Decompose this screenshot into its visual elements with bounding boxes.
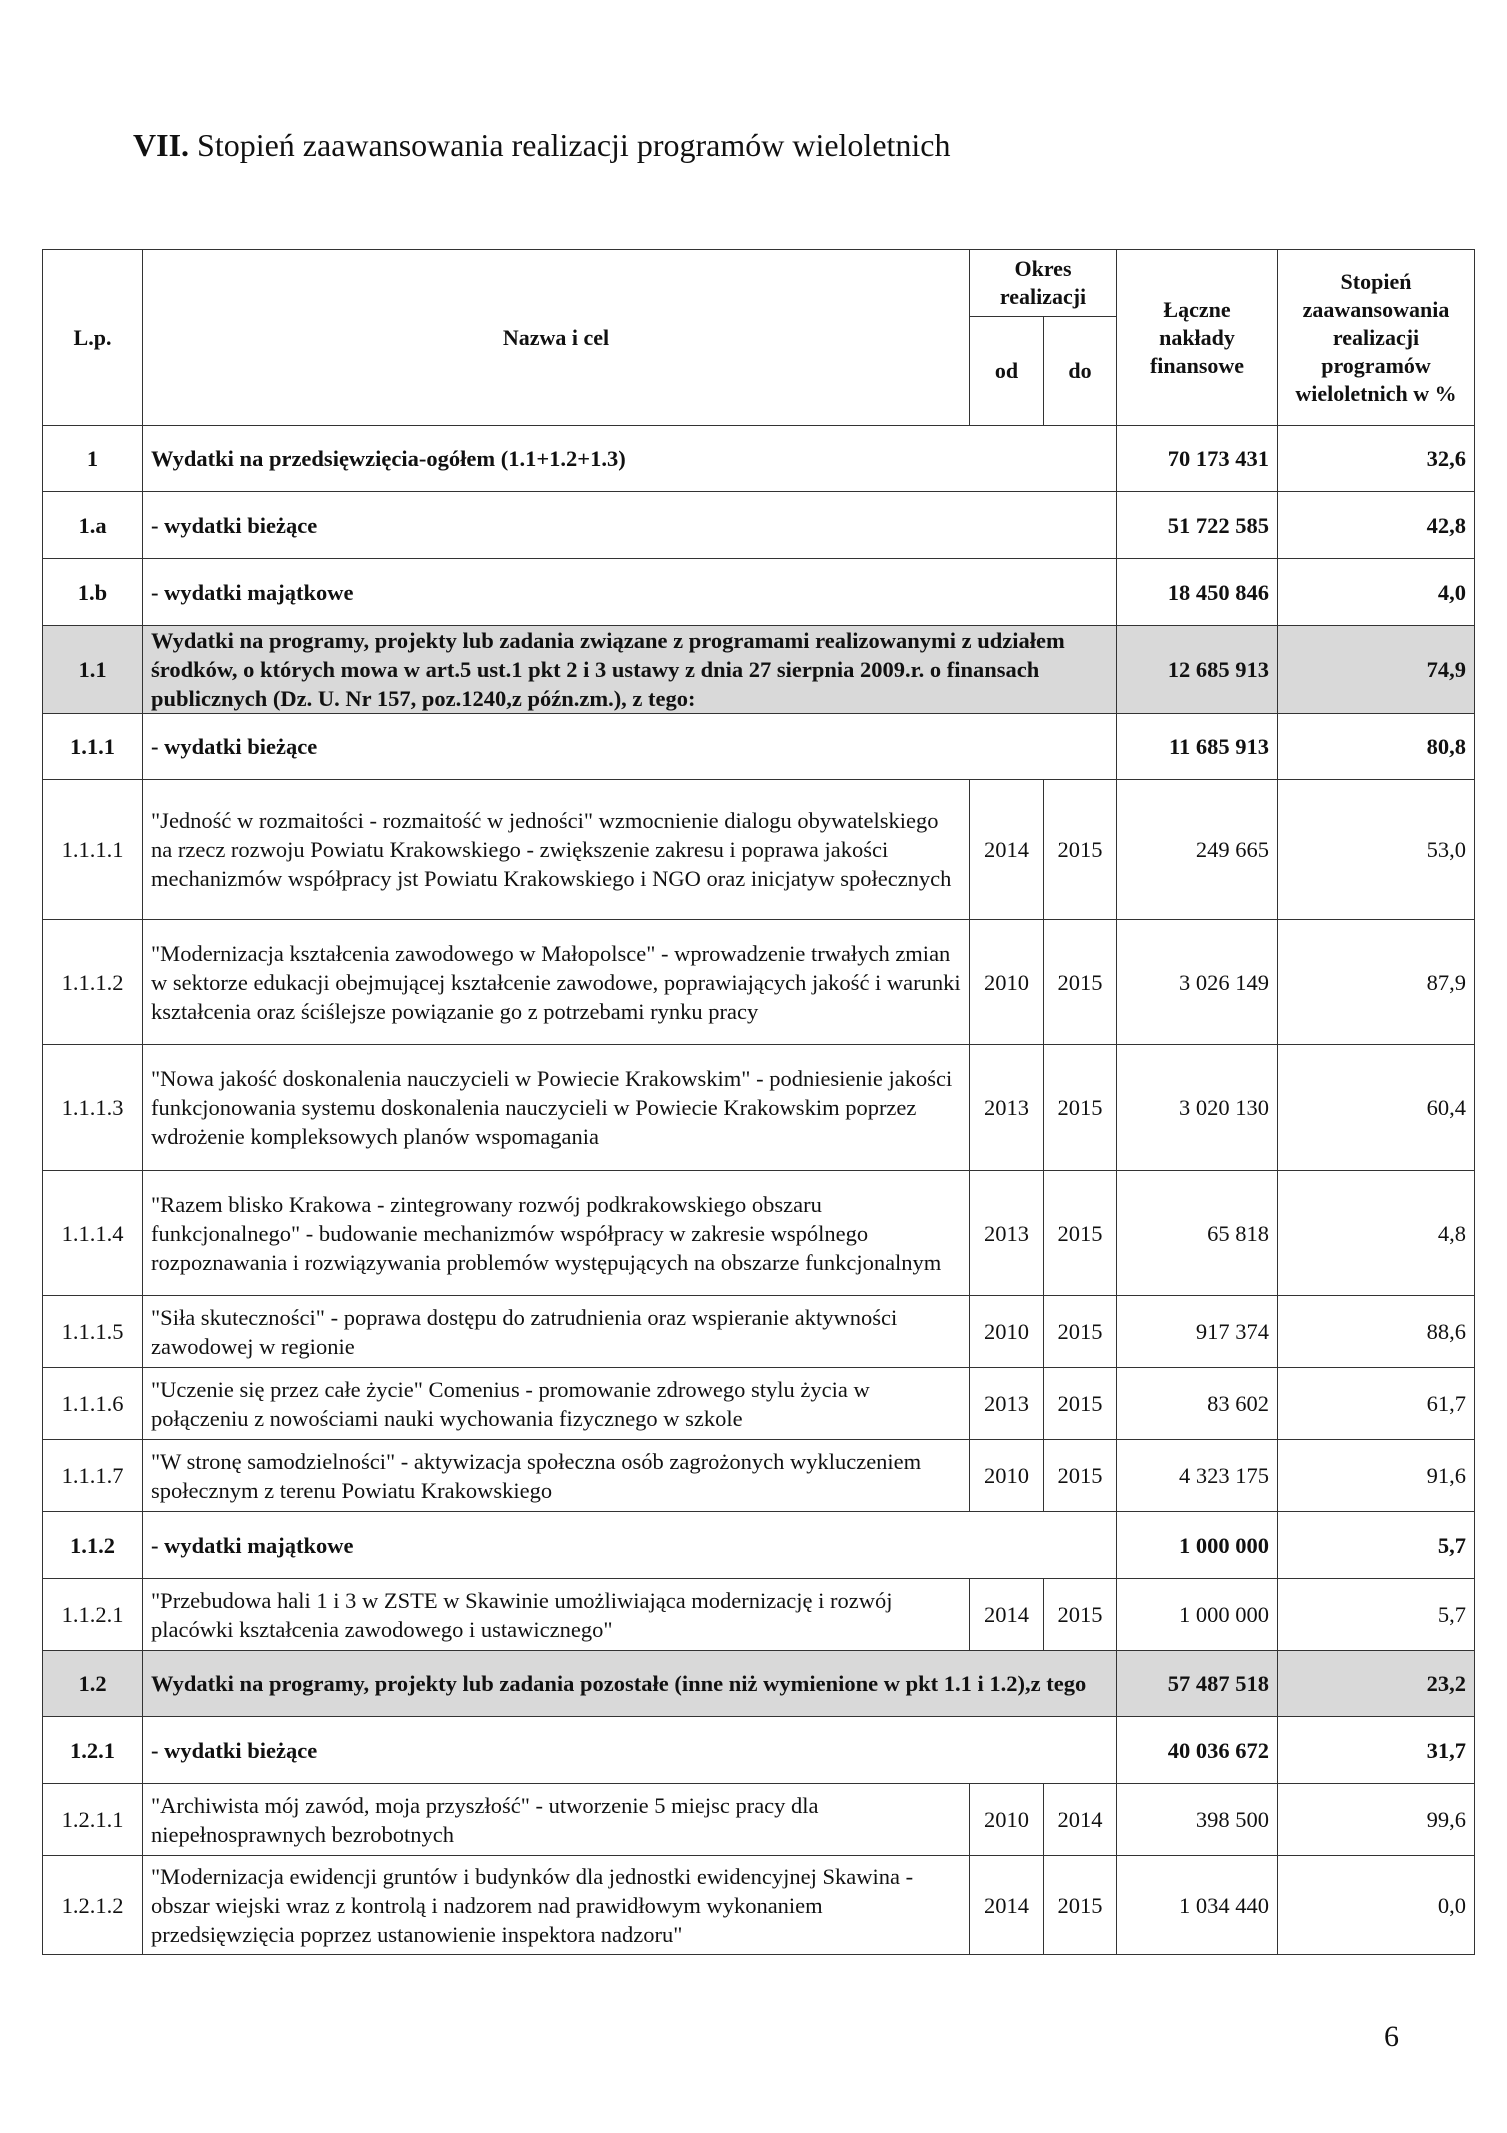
row-from: 2014 <box>970 780 1044 920</box>
table-row <box>43 1512 1475 1579</box>
row-progress: 87,9 <box>1278 920 1475 1045</box>
row-to: 2015 <box>1044 1171 1117 1296</box>
row-lp: 1.1.2 <box>43 1512 143 1579</box>
row-lp: 1.1.1.5 <box>43 1296 143 1368</box>
row-lp: 1.b <box>43 559 143 626</box>
header-period: Okres realizacji <box>970 250 1117 317</box>
row-name: "Razem blisko Krakowa - zintegrowany rozwój podkrakowskiego obszaru funkcjonalnego" - budowanie mechanizmów współpracy w zakresie wspólnego rozpoznawania i rozwiązywania problemów występujących na obszarze funkcjonalnym <box>143 1171 970 1296</box>
table-row <box>43 1171 1475 1296</box>
table-row <box>43 1651 1475 1717</box>
row-total: 70 173 431 <box>1117 426 1278 492</box>
row-progress: 60,4 <box>1278 1045 1475 1171</box>
row-from: 2013 <box>970 1171 1044 1296</box>
row-name: "Modernizacja ewidencji gruntów i budynków dla jednostki ewidencyjnej Skawina - obszar wiejski wraz z kontrolą i nadzorem nad prawidłowym wykonaniem przedsięwzięcia poprzez ustanowienie inspektora nadzoru" <box>143 1856 970 1955</box>
row-progress: 31,7 <box>1278 1717 1475 1784</box>
table-row <box>43 1296 1475 1368</box>
table-row <box>43 1717 1475 1784</box>
row-total: 11 685 913 <box>1117 714 1278 780</box>
row-lp: 1.2.1.1 <box>43 1784 143 1856</box>
table-row <box>43 1579 1475 1651</box>
row-name: - wydatki majątkowe <box>143 559 1117 626</box>
row-total: 1 034 440 <box>1117 1856 1278 1955</box>
row-to: 2015 <box>1044 920 1117 1045</box>
row-progress: 32,6 <box>1278 426 1475 492</box>
row-progress: 4,8 <box>1278 1171 1475 1296</box>
header-total: Łączne nakłady finansowe <box>1117 250 1278 426</box>
row-total: 398 500 <box>1117 1784 1278 1856</box>
row-lp: 1.1.1.4 <box>43 1171 143 1296</box>
row-total: 4 323 175 <box>1117 1440 1278 1512</box>
row-progress: 53,0 <box>1278 780 1475 920</box>
table-row <box>43 1045 1475 1171</box>
row-lp: 1 <box>43 426 143 492</box>
row-name: - wydatki bieżące <box>143 714 1117 780</box>
row-progress: 5,7 <box>1278 1579 1475 1651</box>
row-name: "Przebudowa hali 1 i 3 w ZSTE w Skawinie umożliwiająca modernizację i rozwój placówki kształcenia zawodowego i ustawicznego" <box>143 1579 970 1651</box>
row-name: "Nowa jakość doskonalenia nauczycieli w Powiecie Krakowskim" - podniesienie jakości funkcjonowania systemu doskonalenia nauczycieli w Powiecie Krakowskim poprzez wdrożenie kompleksowych planów wspomagania <box>143 1045 970 1171</box>
row-name: Wydatki na przedsięwzięcia-ogółem (1.1+1.2+1.3) <box>143 426 1117 492</box>
row-lp: 1.1.1.2 <box>43 920 143 1045</box>
row-lp: 1.2.1 <box>43 1717 143 1784</box>
row-lp: 1.1.1.6 <box>43 1368 143 1440</box>
row-total: 65 818 <box>1117 1171 1278 1296</box>
row-from: 2013 <box>970 1045 1044 1171</box>
row-total: 3 026 149 <box>1117 920 1278 1045</box>
row-lp: 1.1.2.1 <box>43 1579 143 1651</box>
table-row <box>43 492 1475 559</box>
row-name: "Archiwista mój zawód, moja przyszłość" - utworzenie 5 miejsc pracy dla niepełnosprawnych bezrobotnych <box>143 1784 970 1856</box>
row-progress: 61,7 <box>1278 1368 1475 1440</box>
table-row <box>43 1368 1475 1440</box>
row-to: 2015 <box>1044 1296 1117 1368</box>
row-progress: 80,8 <box>1278 714 1475 780</box>
row-name: "Uczenie się przez całe życie" Comenius - promowanie zdrowego stylu życia w połączeniu z nowościami nauki wychowania fizycznego w szkole <box>143 1368 970 1440</box>
row-total: 1 000 000 <box>1117 1512 1278 1579</box>
programs-table <box>42 249 1475 1955</box>
row-lp: 1.a <box>43 492 143 559</box>
row-lp: 1.1.1.7 <box>43 1440 143 1512</box>
row-total: 917 374 <box>1117 1296 1278 1368</box>
page-number: 6 <box>1384 2020 1399 2053</box>
row-total: 51 722 585 <box>1117 492 1278 559</box>
row-total: 57 487 518 <box>1117 1651 1278 1717</box>
header-progress: Stopień zaawansowania realizacji programów wieloletnich w % <box>1278 250 1475 426</box>
row-lp: 1.1 <box>43 626 143 714</box>
row-from: 2010 <box>970 1296 1044 1368</box>
row-name: - wydatki bieżące <box>143 1717 1117 1784</box>
row-to: 2015 <box>1044 780 1117 920</box>
row-total: 3 020 130 <box>1117 1045 1278 1171</box>
row-to: 2015 <box>1044 1368 1117 1440</box>
row-from: 2010 <box>970 920 1044 1045</box>
row-from: 2013 <box>970 1368 1044 1440</box>
header-lp: L.p. <box>43 250 143 426</box>
row-total: 18 450 846 <box>1117 559 1278 626</box>
row-from: 2014 <box>970 1579 1044 1651</box>
row-name: Wydatki na programy, projekty lub zadania związane z programami realizowanymi z udziałem środków, o których mowa w art.5 ust.1 pkt 2 i 3 ustawy z dnia 27 sierpnia 2009.r. o finansach publicznych (Dz. U. Nr 157, poz.1240,z późn.zm.), z tego: <box>143 626 1117 714</box>
row-to: 2015 <box>1044 1579 1117 1651</box>
header-name: Nazwa i cel <box>143 250 970 426</box>
row-lp: 1.1.1.3 <box>43 1045 143 1171</box>
row-progress: 99,6 <box>1278 1784 1475 1856</box>
table-row <box>43 780 1475 920</box>
row-name: "Jedność w rozmaitości - rozmaitość w jedności" wzmocnienie dialogu obywatelskiego na rzecz rozwoju Powiatu Krakowskiego - zwiększenie zakresu i poprawa jakości mechanizmów współpracy jst Powiatu Krakowskiego i NGO oraz inicjatyw społecznych <box>143 780 970 920</box>
table-row <box>43 1440 1475 1512</box>
row-total: 40 036 672 <box>1117 1717 1278 1784</box>
row-name: - wydatki majątkowe <box>143 1512 1117 1579</box>
row-to: 2015 <box>1044 1856 1117 1955</box>
page-title <box>133 124 951 166</box>
table-row <box>43 626 1475 714</box>
row-lp: 1.2 <box>43 1651 143 1717</box>
row-from: 2010 <box>970 1784 1044 1856</box>
row-name: "W stronę samodzielności" - aktywizacja społeczna osób zagrożonych wykluczeniem społecznym z terenu Powiatu Krakowskiego <box>143 1440 970 1512</box>
row-total: 83 602 <box>1117 1368 1278 1440</box>
row-progress: 4,0 <box>1278 559 1475 626</box>
row-progress: 0,0 <box>1278 1856 1475 1955</box>
row-total: 249 665 <box>1117 780 1278 920</box>
row-progress: 91,6 <box>1278 1440 1475 1512</box>
table-row <box>43 559 1475 626</box>
row-progress: 74,9 <box>1278 626 1475 714</box>
row-progress: 5,7 <box>1278 1512 1475 1579</box>
table-row <box>43 714 1475 780</box>
table-row <box>43 1856 1475 1955</box>
row-to: 2015 <box>1044 1045 1117 1171</box>
table-row <box>43 426 1475 492</box>
section-title: Stopień zaawansowania realizacji programów wieloletnich <box>197 127 951 163</box>
header-from: od <box>970 317 1044 426</box>
row-name: Wydatki na programy, projekty lub zadania pozostałe (inne niż wymienione w pkt 1.1 i 1.2),z tego <box>143 1651 1117 1717</box>
row-lp: 1.1.1 <box>43 714 143 780</box>
row-lp: 1.1.1.1 <box>43 780 143 920</box>
row-to: 2014 <box>1044 1784 1117 1856</box>
row-progress: 42,8 <box>1278 492 1475 559</box>
section-number: VII. <box>133 127 190 163</box>
table-row <box>43 1784 1475 1856</box>
row-lp: 1.2.1.2 <box>43 1856 143 1955</box>
row-from: 2014 <box>970 1856 1044 1955</box>
row-to: 2015 <box>1044 1440 1117 1512</box>
row-name: "Siła skuteczności" - poprawa dostępu do zatrudnienia oraz wspieranie aktywności zawodowej w regionie <box>143 1296 970 1368</box>
header-to: do <box>1044 317 1117 426</box>
row-progress: 23,2 <box>1278 1651 1475 1717</box>
row-from: 2010 <box>970 1440 1044 1512</box>
table-row <box>43 920 1475 1045</box>
row-progress: 88,6 <box>1278 1296 1475 1368</box>
row-total: 12 685 913 <box>1117 626 1278 714</box>
row-name: - wydatki bieżące <box>143 492 1117 559</box>
row-name: "Modernizacja kształcenia zawodowego w Małopolsce" - wprowadzenie trwałych zmian w sektorze edukacji obejmującej kształcenie zawodowe, poprawiających jakość i warunki kształcenia oraz ściślejsze powiązanie go z potrzebami rynku pracy <box>143 920 970 1045</box>
row-total: 1 000 000 <box>1117 1579 1278 1651</box>
